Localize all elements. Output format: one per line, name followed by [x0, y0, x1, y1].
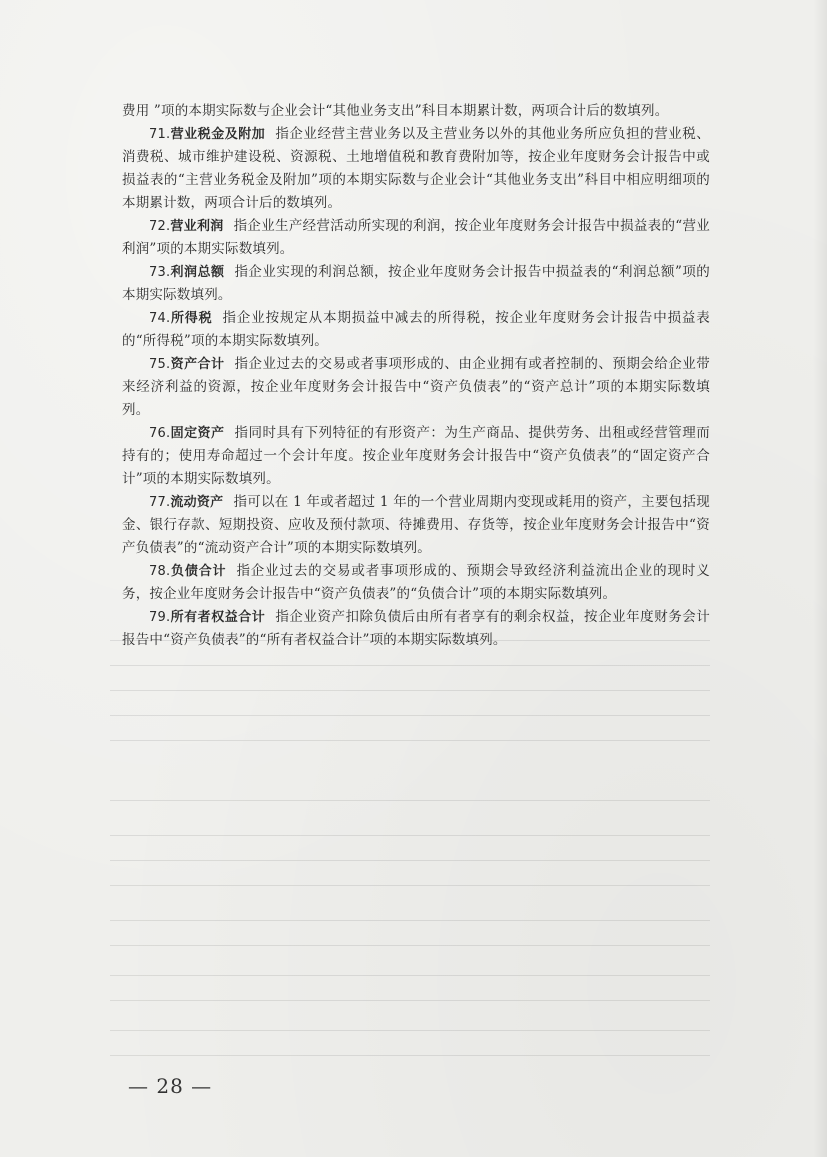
item-term: 营业利润: [170, 219, 224, 234]
item-text: 指企业按规定从本期损益中减去的所得税，按企业年度财务会计报告中损益表的“所得税”项的本期实际数填列。: [122, 310, 710, 349]
show-through-line: [110, 975, 710, 976]
document-body: [122, 100, 710, 652]
item-77: [122, 491, 710, 560]
show-through-line: [110, 885, 710, 886]
show-through-line: [110, 1000, 710, 1001]
item-number: 71.: [149, 127, 171, 142]
item-number: 75.: [149, 357, 171, 372]
item-term: 所得税: [170, 311, 213, 326]
item-72: [122, 215, 710, 261]
item-number: 77.: [149, 495, 171, 510]
show-through-line: [110, 665, 710, 666]
item-text: 指企业资产扣除负债后由所有者享有的剩余权益，按企业年度财务会计报告中“资产负债表”的“所有者权益合计”项的本期实际数填列。: [122, 609, 710, 648]
item-number: 73.: [149, 265, 171, 280]
item-term: 所有者权益合计: [170, 610, 266, 625]
item-text: 指企业过去的交易或者事项形成的、预期会导致经济利益流出企业的现时义务，按企业年度财务会计报告中“资产负债表”的“负债合计”项的本期实际数填列。: [122, 563, 710, 602]
item-number: 78.: [149, 564, 171, 579]
item-75: [122, 353, 710, 422]
show-through-line: [110, 920, 710, 921]
show-through-line: [110, 1055, 710, 1056]
item-78: [122, 560, 710, 606]
show-through-line: [110, 835, 710, 836]
show-through-line: [110, 690, 710, 691]
show-through-line: [110, 715, 710, 716]
item-71: [122, 123, 710, 215]
show-through-line: [110, 860, 710, 861]
item-text: 指企业生产经营活动所实现的利润，按企业年度财务会计报告中损益表的“营业利润”项的本期实际数填列。: [122, 218, 710, 257]
item-term: 资产合计: [170, 357, 225, 372]
item-79: [122, 606, 710, 652]
show-through-line: [110, 800, 710, 801]
item-number: 76.: [149, 426, 171, 441]
show-through-line: [110, 945, 710, 946]
item-text: 指企业实现的利润总额，按企业年度财务会计报告中损益表的“利润总额”项的本期实际数填列。: [122, 264, 710, 303]
item-text: 指企业过去的交易或者事项形成的、由企业拥有或者控制的、预期会给企业带来经济利益的资源，按企业年度财务会计报告中“资产负债表”的“资产总计”项的本期实际数填列。: [122, 356, 710, 418]
item-74: [122, 307, 710, 353]
item-text: 指企业经营主营业务以及主营业务以外的其他业务所应负担的营业税、消费税、城市维护建设税、资源税、土地增值税和教育费附加等，按企业年度财务会计报告中或损益表的“主营业务税金及附加”项的本期实际数与企业会计“其他业务支出”科目中相应明细项的本期累计数，两项合计后的数填列。: [122, 126, 710, 211]
item-term: 营业税金及附加: [170, 127, 266, 142]
item-text: 指同时具有下列特征的有形资产：为生产商品、提供劳务、出租或经营管理而持有的；使用寿命超过一个会计年度。按企业年度财务会计报告中“资产负债表”的“固定资产合计”项的本期实际数填列。: [122, 425, 710, 487]
item-number: 74.: [149, 311, 171, 326]
continuation-paragraph: 费用 ”项的本期实际数与企业会计“其他业务支出”科目本期累计数，两项合计后的数填列。: [122, 103, 669, 119]
item-text: 指可以在 1 年或者超过 1 年的一个营业周期内变现或耗用的资产，主要包括现金、银行存款、短期投资、应收及预付款项、待摊费用、存货等，按企业年度财务会计报告中“资产负债表”的“流动资产合计”项的本期实际数填列。: [122, 494, 710, 556]
show-through-line: [110, 740, 710, 741]
item-number: 72.: [149, 219, 171, 234]
item-term: 流动资产: [170, 495, 224, 510]
item-73: [122, 261, 710, 307]
item-term: 利润总额: [170, 265, 225, 280]
item-term: 负债合计: [170, 564, 227, 579]
item-term: 固定资产: [170, 426, 225, 441]
show-through-line: [110, 1030, 710, 1031]
item-number: 79.: [149, 610, 171, 625]
page-number: — 28 —: [128, 1074, 213, 1098]
page-edge-shadow: [813, 0, 827, 1157]
item-76: [122, 422, 710, 491]
